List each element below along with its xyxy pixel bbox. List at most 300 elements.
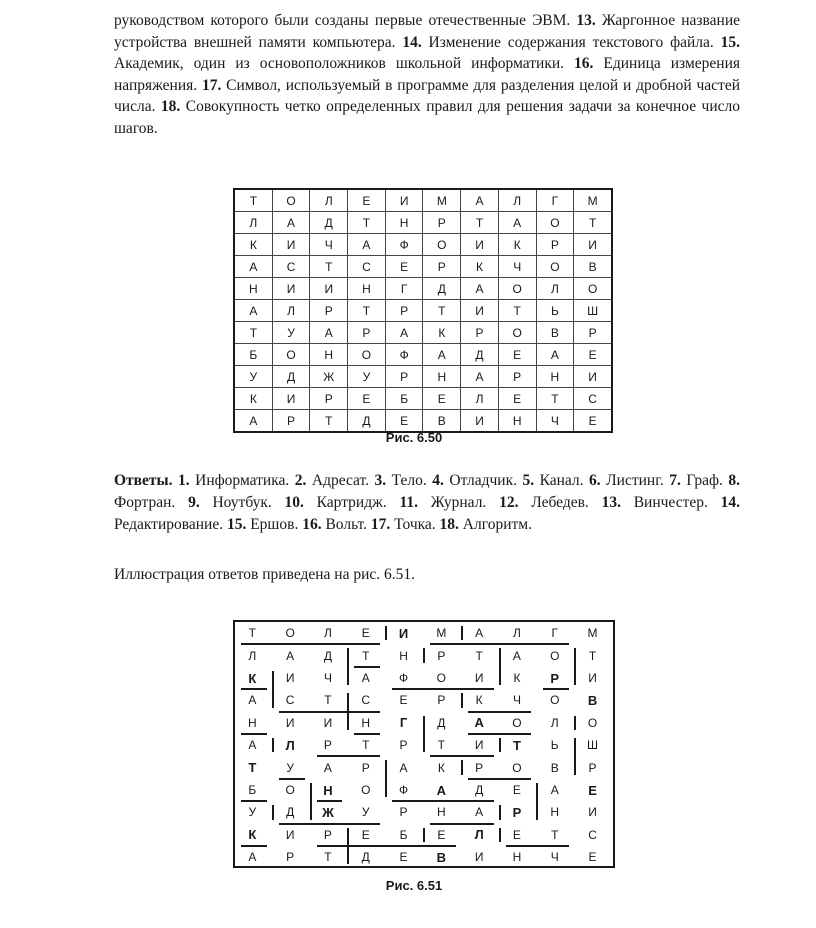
grid-cell: Р: [385, 300, 423, 322]
word-boundary-line: [499, 828, 501, 842]
text-run: Граф.: [680, 472, 729, 489]
text-run: Листинг.: [600, 472, 670, 489]
word-boundary-line: [574, 716, 576, 730]
solution-cell: О: [512, 760, 522, 775]
text-run: Вольт.: [321, 516, 371, 533]
solution-cell: Т: [324, 850, 332, 865]
solution-cell: Е: [588, 850, 597, 865]
solution-cell: И: [398, 625, 409, 641]
solution-cell: Т: [362, 648, 370, 663]
grid-cell: Е: [498, 344, 536, 366]
grid-cell: А: [498, 212, 536, 234]
grid-row: [234, 344, 612, 366]
word-boundary-line: [543, 688, 569, 690]
grid-cell: Д: [423, 278, 461, 300]
grid-cell: О: [536, 212, 574, 234]
solution-cell: Р: [437, 693, 446, 708]
grid-cell: Д: [310, 212, 348, 234]
solution-cell: А: [474, 715, 484, 731]
grid-cell: В: [536, 322, 574, 344]
grid-cell: Е: [385, 256, 423, 278]
text-run: Жаргонное название устройства внешней памяти компьютера.: [114, 12, 740, 51]
solution-cell: А: [286, 648, 295, 663]
grid-cell: Г: [536, 189, 574, 212]
solution-cell: Т: [437, 738, 446, 753]
word-boundary-line: [430, 823, 494, 825]
figure-caption-6-51: Рис. 6.51: [385, 878, 443, 893]
solution-cell: К: [248, 827, 257, 843]
solution-cell: Е: [399, 693, 408, 708]
solution-cell: Д: [475, 783, 484, 798]
grid-row: [234, 278, 612, 300]
solution-cell: К: [475, 693, 483, 708]
word-boundary-line: [392, 688, 493, 690]
solution-cell: Е: [361, 626, 370, 641]
word-boundary-line: [317, 845, 456, 847]
grid-cell: О: [574, 278, 612, 300]
solution-cell: У: [286, 760, 294, 775]
grid-cell: Ч: [536, 410, 574, 433]
word-boundary-line: [423, 828, 425, 842]
grid-cell: Р: [423, 212, 461, 234]
grid-cell: Р: [272, 410, 310, 433]
word-boundary-line: [385, 760, 387, 797]
item-number: 17.: [201, 76, 222, 94]
solution-cell: Т: [324, 693, 332, 708]
item-number: 18.: [160, 98, 181, 115]
solution-cell: Г: [551, 626, 558, 641]
grid-cell: Т: [423, 300, 461, 322]
solution-cell: Д: [323, 648, 332, 663]
word-boundary-line: [430, 643, 569, 645]
solution-cell: Л: [324, 626, 332, 641]
grid-cell: Ф: [385, 344, 423, 366]
grid-cell: Р: [310, 300, 348, 322]
solution-cell: А: [512, 648, 521, 663]
solution-cell: Р: [286, 850, 295, 865]
text-run: Журнал.: [418, 494, 500, 511]
grid-cell: Р: [574, 322, 612, 344]
solution-cell: О: [285, 783, 295, 798]
grid-cell: Т: [234, 189, 272, 212]
solution-cell: Ь: [550, 738, 559, 753]
solution-cell: Р: [475, 760, 484, 775]
grid-row: [234, 189, 612, 212]
word-boundary-line: [241, 643, 380, 645]
word-boundary-line: [317, 800, 343, 802]
grid-row: [234, 322, 612, 344]
grid-row: [234, 212, 612, 234]
grid-row: [234, 300, 612, 322]
grid-cell: К: [498, 234, 536, 256]
grid-cell: Р: [536, 234, 574, 256]
grid-cell: Т: [348, 212, 386, 234]
grid-cell: О: [498, 322, 536, 344]
solution-cell: Н: [248, 715, 257, 730]
grid-cell: М: [423, 189, 461, 212]
solution-cell: Ж: [322, 804, 334, 820]
solution-cell: И: [285, 827, 295, 842]
word-boundary-line: [574, 648, 576, 685]
solution-cell: А: [475, 626, 484, 641]
grid-cell: У: [234, 366, 272, 388]
item-number: 5.: [522, 472, 535, 489]
solution-cell: А: [361, 671, 370, 686]
solution-cell: М: [587, 626, 598, 641]
word-boundary-line: [574, 738, 576, 775]
grid-cell: Т: [536, 388, 574, 410]
grid-cell: К: [461, 256, 499, 278]
solution-cell: Д: [361, 850, 370, 865]
grid-cell: Ш: [574, 300, 612, 322]
grid-cell: Р: [498, 366, 536, 388]
grid-cell: Р: [423, 256, 461, 278]
solution-cell: Л: [285, 737, 295, 753]
grid-cell: Ь: [536, 300, 574, 322]
solution-cell: Р: [437, 648, 446, 663]
grid-cell: А: [461, 366, 499, 388]
solution-cell: А: [248, 738, 257, 753]
word-boundary-line: [354, 733, 380, 735]
grid-cell: Е: [385, 410, 423, 433]
word-boundary-line: [272, 738, 274, 752]
word-boundary-line: [279, 823, 380, 825]
solution-cell: Т: [248, 760, 257, 776]
solution-cell: А: [475, 805, 484, 820]
solution-cell: К: [248, 670, 257, 686]
solution-cell: Е: [437, 827, 446, 842]
grid-cell: В: [574, 256, 612, 278]
word-boundary-line: [536, 783, 538, 820]
solution-cell: Н: [550, 805, 560, 820]
solution-cell: Н: [361, 715, 371, 730]
solution-cell: У: [361, 805, 370, 820]
grid-cell: Е: [574, 344, 612, 366]
solution-cell: С: [361, 693, 371, 708]
item-number: 16.: [302, 516, 322, 533]
grid-cell: А: [234, 300, 272, 322]
item-number: 12.: [499, 494, 519, 511]
grid-cell: С: [574, 388, 612, 410]
solution-cell: Г: [399, 715, 408, 731]
grid-cell: А: [234, 256, 272, 278]
grid-cell: К: [423, 322, 461, 344]
text-run: Винчестер.: [620, 494, 721, 511]
grid-cell: Е: [348, 189, 386, 212]
item-number: 1.: [178, 472, 190, 489]
solution-cell: Р: [323, 827, 332, 842]
grid-row: [234, 388, 612, 410]
grid-cell: И: [574, 234, 612, 256]
text-run: Алгоритм.: [458, 516, 532, 533]
text-run: Лебедев.: [518, 494, 602, 511]
grid-cell: С: [272, 256, 310, 278]
word-grid-solution: [233, 620, 615, 868]
item-number: 9.: [188, 494, 200, 511]
grid-cell: Т: [348, 300, 386, 322]
grid-cell: Р: [385, 366, 423, 388]
word-boundary-line: [392, 800, 493, 802]
grid-cell: Л: [272, 300, 310, 322]
item-number: 17.: [370, 516, 391, 533]
text-run: Совокупность четко определенных правил для решения задачи за конечное число шагов.: [114, 98, 740, 137]
solution-cell: Д: [286, 805, 295, 820]
item-number: 11.: [399, 494, 418, 511]
grid-cell: И: [310, 278, 348, 300]
item-number: 13.: [576, 12, 596, 29]
word-boundary-line: [506, 845, 570, 847]
solution-cell: Р: [512, 804, 522, 820]
grid-cell: Е: [423, 388, 461, 410]
grid-cell: Е: [498, 388, 536, 410]
item-number: 14.: [720, 494, 740, 511]
grid-cell: Н: [310, 344, 348, 366]
word-boundary-line: [468, 711, 532, 713]
word-boundary-line: [468, 733, 532, 735]
word-boundary-line: [423, 716, 425, 753]
grid-cell: Т: [234, 322, 272, 344]
text-run: Тело.: [386, 472, 433, 489]
grid-cell: И: [461, 410, 499, 433]
grid-cell: К: [234, 388, 272, 410]
solution-cell: В: [587, 692, 598, 708]
solution-cell: А: [323, 760, 332, 775]
solution-cell: Н: [512, 850, 522, 865]
solution-cell: Ф: [398, 671, 409, 686]
solution-cell: И: [474, 738, 484, 753]
text-run: Единица измерения напряжения.: [114, 55, 740, 94]
solution-cell: Р: [361, 760, 370, 775]
figure-caption-6-50: Рис. 6.50: [385, 430, 443, 445]
grid-cell: О: [536, 256, 574, 278]
solution-cell: Л: [248, 648, 257, 663]
solution-cell: И: [588, 671, 597, 686]
grid-cell: О: [348, 344, 386, 366]
solution-cell: Л: [474, 827, 484, 843]
text-run: Точка.: [390, 516, 440, 533]
word-boundary-line: [461, 626, 463, 640]
word-boundary-line: [385, 626, 387, 640]
grid-cell: И: [272, 234, 310, 256]
grid-cell: Ф: [385, 234, 423, 256]
grid-cell: М: [574, 189, 612, 212]
solution-cell: Т: [475, 648, 483, 663]
solution-cell: Т: [551, 827, 559, 842]
word-boundary-line: [310, 783, 312, 820]
grid-cell: И: [574, 366, 612, 388]
solution-cell: К: [437, 760, 445, 775]
text-run: Изменение содержания текстового файла.: [421, 33, 721, 51]
solution-cell: Р: [399, 738, 408, 753]
solution-cell: В: [550, 760, 559, 775]
grid-cell: У: [348, 366, 386, 388]
grid-cell: А: [461, 189, 499, 212]
grid-row: [234, 410, 612, 433]
grid-cell: А: [461, 278, 499, 300]
item-number: 15.: [720, 33, 740, 51]
solution-cell: А: [248, 850, 257, 865]
item-number: Ответы.: [114, 472, 173, 489]
grid-cell: В: [423, 410, 461, 433]
solution-cell: Ч: [550, 850, 559, 865]
grid-cell: О: [498, 278, 536, 300]
grid-cell: Д: [272, 366, 310, 388]
grid-cell: И: [461, 300, 499, 322]
grid-cell: К: [234, 234, 272, 256]
solution-cell: Е: [588, 782, 597, 798]
text-run: Ершов.: [246, 516, 303, 533]
solution-cell: О: [285, 626, 295, 641]
grid-cell: И: [272, 278, 310, 300]
grid-cell: Е: [574, 410, 612, 433]
item-number: 13.: [601, 494, 621, 511]
text-run: Информатика.: [189, 472, 295, 489]
text-run: Символ, используемый в программе для разделения целой и дробной частей числа.: [114, 76, 741, 115]
solution-cell: И: [285, 671, 295, 686]
grid-cell: А: [423, 344, 461, 366]
text-run: Канал.: [534, 472, 590, 489]
answers-text: [114, 470, 740, 536]
grid-cell: Т: [498, 300, 536, 322]
grid-cell: Н: [385, 212, 423, 234]
solution-cell: И: [323, 715, 333, 730]
word-boundary-line: [461, 760, 463, 774]
solution-cell: А: [550, 783, 559, 798]
item-number: 18.: [439, 516, 459, 533]
grid-cell: Р: [310, 388, 348, 410]
illustration-note: Иллюстрация ответов приведена на рис. 6.51.: [114, 566, 416, 583]
word-boundary-line: [279, 711, 380, 713]
solution-cell: Т: [248, 626, 257, 641]
solution-cell: О: [512, 715, 522, 730]
word-boundary-line: [354, 666, 380, 668]
grid-row: [234, 256, 612, 278]
solution-cell: Е: [512, 783, 521, 798]
item-number: 3.: [374, 472, 387, 489]
word-boundary-line: [279, 778, 305, 780]
grid-cell: О: [272, 189, 310, 212]
grid-row: [234, 234, 612, 256]
grid-cell: О: [423, 234, 461, 256]
item-number: 10.: [284, 494, 304, 511]
item-number: 14.: [402, 33, 422, 51]
text-run: Ноутбук.: [199, 494, 285, 511]
solution-cell: Л: [550, 715, 559, 730]
solution-cell: Р: [323, 738, 332, 753]
grid-cell: Л: [461, 388, 499, 410]
grid-cell: А: [234, 410, 272, 433]
solution-cell: Ч: [512, 693, 521, 708]
grid-cell: А: [310, 322, 348, 344]
solution-cell: Н: [399, 648, 408, 663]
item-number: 8.: [728, 472, 740, 489]
solution-cell: О: [436, 671, 447, 686]
grid-cell: Ч: [310, 234, 348, 256]
grid-cell: И: [272, 388, 310, 410]
text-run: Академик, один из основоположников школьной информатики.: [114, 55, 575, 72]
solution-cell: У: [248, 805, 257, 820]
solution-cell: С: [285, 693, 295, 708]
word-boundary-line: [347, 828, 349, 865]
word-boundary-line: [347, 693, 349, 730]
grid-cell: Р: [461, 322, 499, 344]
grid-cell: Д: [348, 410, 386, 433]
solution-cell: И: [474, 671, 484, 686]
solution-cell: Б: [248, 783, 257, 798]
solution-cell: Б: [399, 827, 408, 842]
grid-cell: Л: [310, 189, 348, 212]
grid-cell: Е: [348, 388, 386, 410]
grid-cell: А: [348, 234, 386, 256]
grid-cell: А: [272, 212, 310, 234]
solution-cell: Л: [513, 626, 521, 641]
word-boundary-line: [241, 845, 267, 847]
item-number: 16.: [574, 55, 594, 72]
word-boundary-line: [347, 648, 349, 685]
solution-cell: М: [436, 626, 447, 641]
word-boundary-line: [468, 778, 532, 780]
solution-cell: Н: [323, 782, 333, 798]
word-boundary-line: [499, 738, 501, 752]
solution-cell: И: [588, 805, 597, 820]
grid-cell: Б: [385, 388, 423, 410]
solution-cell: А: [248, 693, 257, 708]
word-boundary-line: [272, 671, 274, 708]
grid-cell: Н: [498, 410, 536, 433]
grid-row: [234, 366, 612, 388]
grid-cell: Н: [423, 366, 461, 388]
solution-cell: И: [474, 850, 484, 865]
solution-cell: О: [587, 715, 598, 730]
solution-cell: Р: [588, 760, 597, 775]
grid-cell: А: [536, 344, 574, 366]
item-number: 2.: [294, 472, 307, 489]
grid-cell: Г: [385, 278, 423, 300]
solution-cell: Е: [361, 827, 370, 842]
text-run: Редактирование.: [114, 516, 227, 533]
grid-cell: О: [272, 344, 310, 366]
text-run: Фортран.: [114, 494, 189, 511]
solution-cell: Т: [588, 648, 597, 663]
grid-cell: Т: [574, 212, 612, 234]
item-number: 7.: [669, 472, 681, 489]
solution-cell: Т: [362, 738, 370, 753]
question-text: [114, 10, 740, 139]
grid-cell: Р: [348, 322, 386, 344]
word-boundary-line: [241, 800, 267, 802]
solution-cell: Д: [437, 715, 446, 730]
word-boundary-line: [241, 733, 267, 735]
grid-cell: С: [348, 256, 386, 278]
grid-cell: Т: [310, 410, 348, 433]
solution-cell: И: [285, 715, 295, 730]
grid-cell: Н: [234, 278, 272, 300]
word-boundary-line: [241, 688, 267, 690]
solution-cell: Ш: [587, 738, 599, 753]
word-boundary-line: [461, 693, 463, 707]
grid-cell: Д: [461, 344, 499, 366]
solution-cell: А: [399, 760, 408, 775]
item-number: 4.: [432, 472, 444, 489]
grid-cell: Л: [234, 212, 272, 234]
grid-cell: Н: [536, 366, 574, 388]
grid-cell: Н: [348, 278, 386, 300]
grid-cell: Л: [536, 278, 574, 300]
grid-cell: Ж: [310, 366, 348, 388]
word-boundary-line: [499, 805, 501, 819]
solution-cell: А: [436, 782, 447, 798]
solution-cell: Ч: [323, 671, 332, 686]
